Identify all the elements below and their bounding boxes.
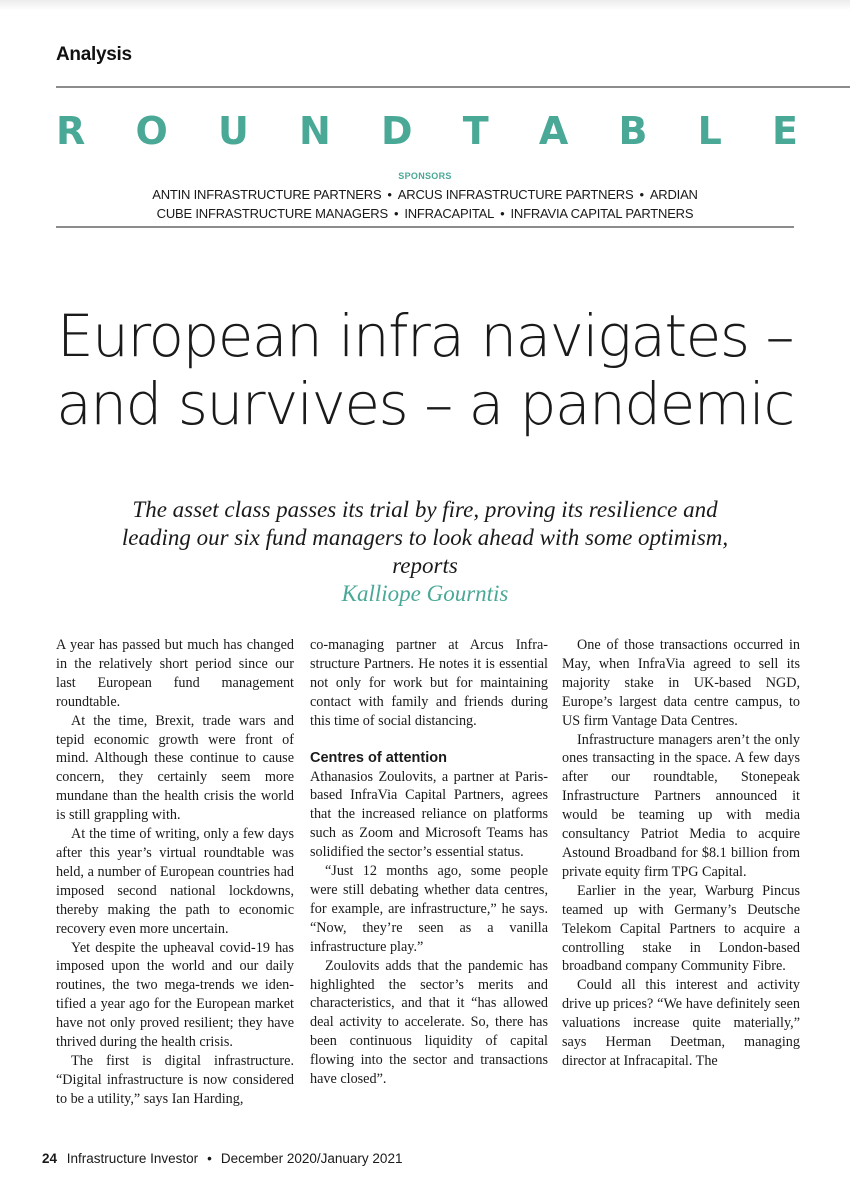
body-paragraph: “Just 12 months ago, some people were still debating whether data centres, for example, are infrastructure,” he says. “Now, they’re seen as a vanilla infrastructure play.” xyxy=(310,863,548,955)
series-letter: R xyxy=(56,109,86,153)
series-letter: A xyxy=(538,109,569,153)
body-paragraph: Earlier in the year, Warburg Pincus teamed up with Germany’s Deutsche Telekom Capital Partners to acquire a controlling stake in London-based broadband company Community Fibre. xyxy=(562,882,800,975)
sponsors-rule xyxy=(56,226,794,228)
bullet-separator: • xyxy=(500,206,505,221)
page-footer xyxy=(42,1151,402,1166)
section-subhead: Centres of attention xyxy=(310,749,447,766)
page-number: 24 xyxy=(42,1151,58,1166)
article-standfirst xyxy=(100,496,750,608)
series-letter: O xyxy=(135,109,168,153)
bullet-separator: • xyxy=(393,206,399,221)
body-paragraph: co-managing partner at Arcus Infrastructure Partners. He notes it is essential not only for work but for maintaining contact with family and friends during this time of social distancing. xyxy=(310,637,548,729)
series-letter: T xyxy=(462,109,489,153)
body-paragraph: Infrastructure managers aren’t the only ones transacting in the space. A few days after our roundtable, Stonepeak Infrastructure Partners announced it would be teaming up with media consultancy Patriot Media to acquire Astound Broadband for $8.1 billion from private equity firm TPG Capital. xyxy=(562,731,800,880)
series-letter: E xyxy=(772,109,798,153)
sponsor-name: INFRACAPITAL xyxy=(404,206,495,221)
body-paragraph: Yet despite the upheaval covid-19 has imposed upon the world and our daily routines, the two mega-trends we identified a year ago for the European market have not only proved resilient; they have thrived during the health crisis. xyxy=(56,939,294,1051)
body-column-2 xyxy=(310,636,548,1089)
headline-line: European infra navigates – xyxy=(57,302,793,370)
sponsor-name: ANTIN INFRASTRUCTURE PARTNERS xyxy=(152,187,382,202)
series-letter: N xyxy=(299,109,331,153)
article-headline xyxy=(0,302,850,438)
headline-line: and survives – a pandemic xyxy=(56,370,794,438)
series-title-roundtable xyxy=(56,109,798,153)
bullet-separator: • xyxy=(207,1151,212,1166)
body-column-3 xyxy=(562,636,800,1071)
bullet-separator: • xyxy=(387,187,392,202)
bullet-separator: • xyxy=(639,187,644,202)
body-paragraph: At the time of writing, only a few days after this year’s virtual roundtable was held, a number of European countries had imposed second national lockdowns, thereby making the path to economic recovery even more uncertain. xyxy=(56,826,294,937)
body-paragraph: One of those transactions occurred in May, when InfraVia agreed to sell its majority stake in UK-based NGD, Europe’s largest data centre campus, to US firm Vantage Data Centres. xyxy=(562,637,800,729)
body-paragraph: The first is digital infrastructure. “Digital infrastructure is now considered to be a utility,” says Ian Harding, xyxy=(56,1052,294,1107)
series-letter: D xyxy=(381,109,413,153)
author-byline: Kalliope Gourntis xyxy=(341,581,509,606)
sponsor-name: ARDIAN xyxy=(649,187,698,202)
body-paragraph: Could all this interest and activity drive up prices? “We have definitely seen valuations increase quite materially,” says Herman Deetman, managing director at Infracapital. The xyxy=(562,977,800,1069)
sponsors-line-2 xyxy=(0,206,850,221)
body-paragraph: At the time, Brexit, trade wars and tepid economic growth were front of mind. Although these continue to cause concern, they certainly seem more mundane than the health crisis the world is still grappling with. xyxy=(56,712,294,824)
header-rule xyxy=(56,86,850,88)
sponsor-name: INFRAVIA CAPITAL PARTNERS xyxy=(510,206,694,221)
sponsor-name: CUBE INFRASTRUCTURE MANAGERS xyxy=(156,206,388,221)
body-paragraph: A year has passed but much has changed in the relatively short period since our last European fund management roundtable. xyxy=(56,637,294,710)
section-label: Analysis xyxy=(56,44,132,65)
sponsor-name: ARCUS INFRASTRUCTURE PARTNERS xyxy=(397,187,634,202)
series-letter: L xyxy=(697,109,722,153)
publication-name: Infrastructure Investor xyxy=(66,1151,199,1166)
series-letter: B xyxy=(618,109,648,153)
sponsors-label: SPONSORS xyxy=(398,171,452,181)
body-paragraph: Athanasios Zoulovits, a partner at Paris-based InfraVia Capital Partners, agrees that the increased reliance on platforms such as Zoom and Microsoft Teams has solidified the sector’s essential status. xyxy=(310,768,548,861)
page-top-shadow xyxy=(0,0,850,10)
series-letter: U xyxy=(217,109,249,153)
sponsors-line-1 xyxy=(0,187,850,202)
body-paragraph: Zoulovits adds that the pandemic has highlighted the sector’s merits and characteristics, and that it “has allowed deal activity to accelerate. So, there has been continuous liquidity of capital flowing into the sector and transactions have closed”. xyxy=(310,957,548,1088)
issue-date: December 2020/January 2021 xyxy=(220,1151,403,1166)
body-column-1 xyxy=(56,636,294,1109)
standfirst-text: The asset class passes its trial by fire, proving its resilience and leading our six fund managers to look ahead with some optimism, reports xyxy=(121,497,729,578)
